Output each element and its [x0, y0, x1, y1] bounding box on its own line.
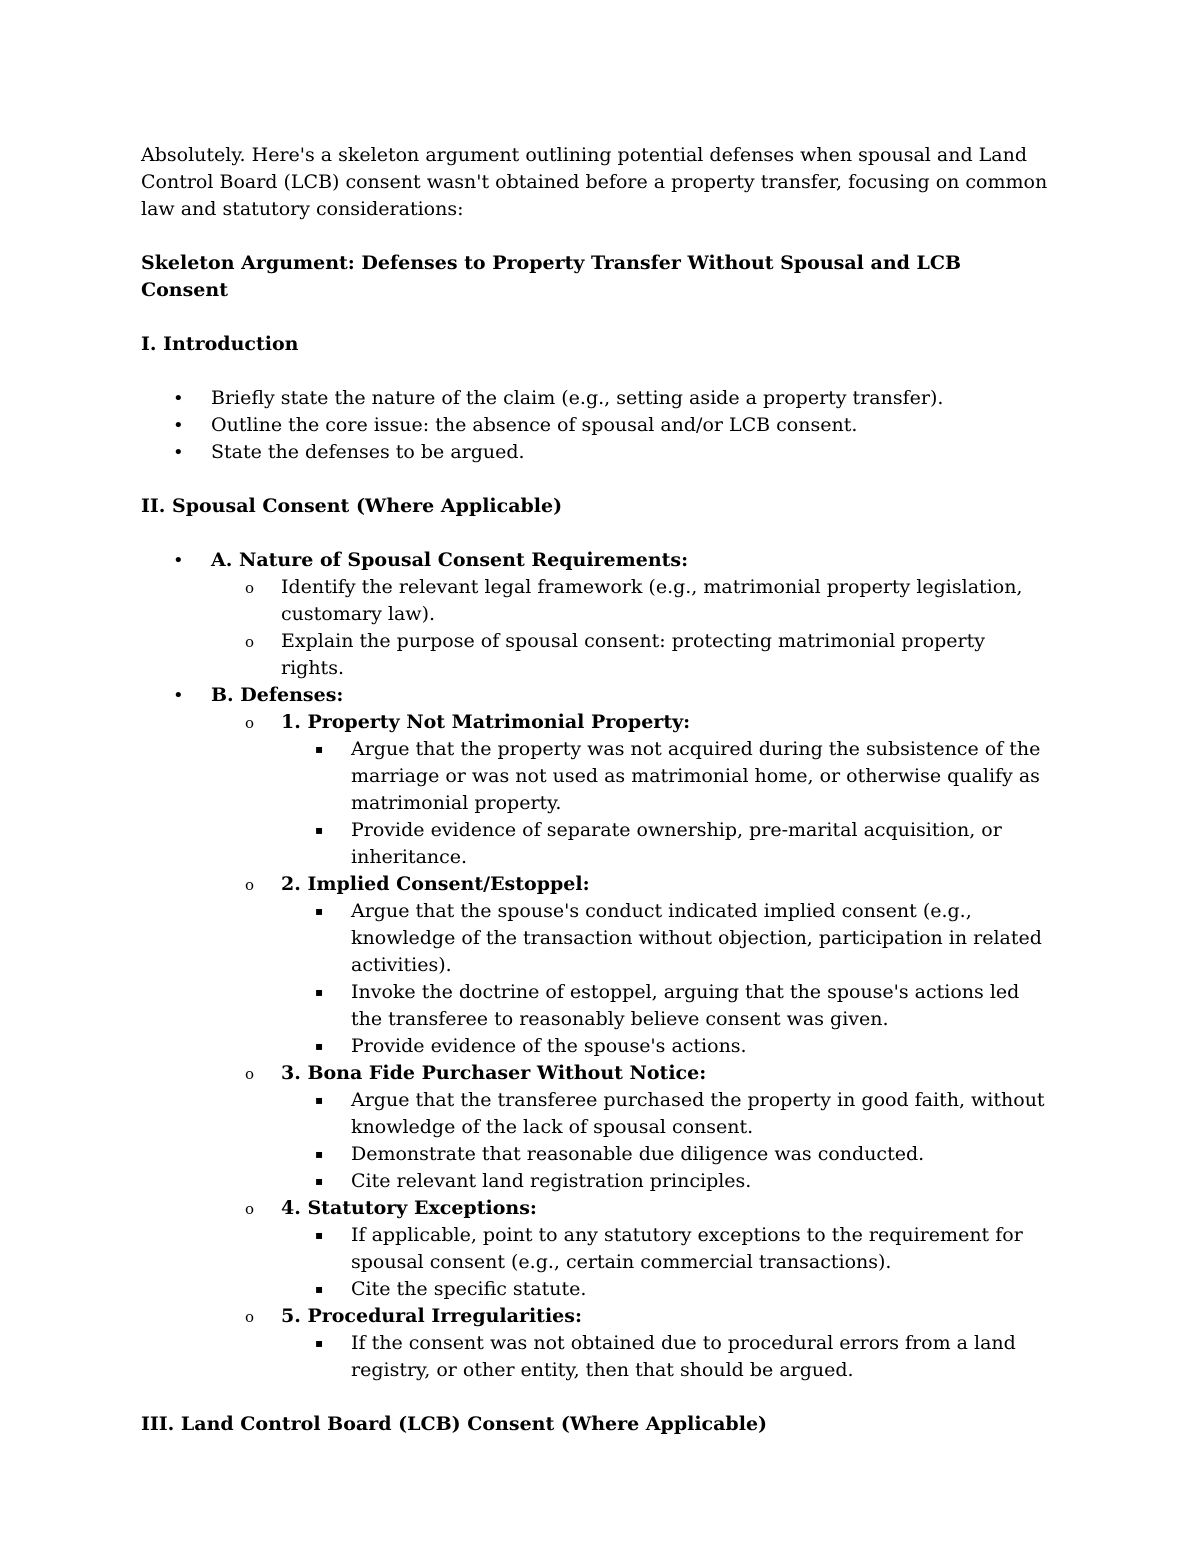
square-marker: ▪	[315, 1039, 324, 1053]
list-item-text: State the defenses to be argued.	[211, 441, 525, 463]
section-heading-lcb-consent: III. Land Control Board (LCB) Consent (Where Applicable)	[141, 1413, 768, 1435]
list-item-nature	[141, 547, 1051, 682]
list-item	[281, 979, 1051, 1033]
list-item	[141, 412, 1051, 439]
defense-item	[211, 1195, 1051, 1303]
list-item-text: Argue that the property was not acquired during the subsistence of the marriage or was not used as matrimonial home, or otherwise qualify as matrimonial property.	[351, 738, 1041, 814]
list-item-defenses	[141, 682, 1051, 1384]
bullet-marker: •	[173, 388, 184, 409]
defense-heading: 5. Procedural Irregularities:	[281, 1305, 582, 1327]
defenses-sublist	[211, 709, 1051, 1384]
list-item	[211, 574, 1051, 628]
list-item	[141, 385, 1051, 412]
list-item	[281, 1033, 1051, 1060]
nature-sublist	[211, 574, 1051, 682]
circle-marker: o	[245, 1065, 255, 1083]
subheading-nature: A. Nature of Spousal Consent Requirements:	[211, 549, 689, 571]
bullet-marker: •	[173, 685, 184, 706]
square-marker: ▪	[315, 1174, 324, 1188]
list-item	[281, 1222, 1051, 1276]
list-item-text: Provide evidence of the spouse's actions.	[351, 1035, 747, 1057]
introduction-bullet-list	[141, 385, 1051, 466]
square-marker: ▪	[315, 823, 324, 837]
bullet-marker: •	[173, 550, 184, 571]
defense-points	[281, 898, 1051, 1060]
list-item	[281, 736, 1051, 817]
circle-marker: o	[245, 1200, 255, 1218]
defense-points	[281, 1087, 1051, 1195]
list-item-text: Argue that the spouse's conduct indicated implied consent (e.g., knowledge of the transaction without objection, participation in related activities).	[351, 900, 1042, 976]
intro-paragraph: Absolutely. Here's a skeleton argument outlining potential defenses when spousal and Land Control Board (LCB) consent wasn't obtained before a property transfer, focusing on common law and statutory considerations:	[141, 144, 1048, 220]
list-item-text: Provide evidence of separate ownership, pre-marital acquisition, or inheritance.	[351, 819, 1002, 868]
defense-heading: 4. Statutory Exceptions:	[281, 1197, 537, 1219]
square-marker: ▪	[315, 1093, 324, 1107]
defense-item	[211, 1303, 1051, 1384]
document-title: Skeleton Argument: Defenses to Property Transfer Without Spousal and LCB Consent	[141, 252, 962, 301]
list-item	[281, 1087, 1051, 1141]
list-item-text: Argue that the transferee purchased the property in good faith, without knowledge of the lack of spousal consent.	[351, 1089, 1045, 1138]
section-heading-introduction: I. Introduction	[141, 333, 299, 355]
square-marker: ▪	[315, 904, 324, 918]
list-item-text: Outline the core issue: the absence of spousal and/or LCB consent.	[211, 414, 858, 436]
circle-marker: o	[245, 714, 255, 732]
list-item	[281, 1276, 1051, 1303]
list-item	[141, 439, 1051, 466]
list-item	[281, 898, 1051, 979]
defense-item	[211, 1060, 1051, 1195]
circle-marker: o	[245, 1308, 255, 1326]
defense-item	[211, 709, 1051, 871]
defense-points	[281, 1222, 1051, 1303]
circle-marker: o	[245, 579, 255, 597]
defense-heading: 3. Bona Fide Purchaser Without Notice:	[281, 1062, 707, 1084]
list-item-text: If applicable, point to any statutory exceptions to the requirement for spousal consent (e.g., certain commercial transactions).	[351, 1224, 1023, 1273]
list-item-text: If the consent was not obtained due to procedural errors from a land registry, or other entity, then that should be argued.	[351, 1332, 1016, 1381]
square-marker: ▪	[315, 1228, 324, 1242]
square-marker: ▪	[315, 1147, 324, 1161]
list-item	[281, 1330, 1051, 1384]
defense-heading: 1. Property Not Matrimonial Property:	[281, 711, 691, 733]
circle-marker: o	[245, 876, 255, 894]
spousal-consent-list	[141, 547, 1051, 1384]
list-item-text: Identify the relevant legal framework (e.g., matrimonial property legislation, customary law).	[281, 576, 1023, 625]
square-marker: ▪	[315, 985, 324, 999]
list-item	[281, 1141, 1051, 1168]
defense-points	[281, 1330, 1051, 1384]
list-item-text: Demonstrate that reasonable due diligence was conducted.	[351, 1143, 925, 1165]
list-item-text: Explain the purpose of spousal consent: protecting matrimonial property rights.	[281, 630, 985, 679]
bullet-marker: •	[173, 415, 184, 436]
defense-item	[211, 871, 1051, 1060]
square-marker: ▪	[315, 1282, 324, 1296]
list-item	[281, 817, 1051, 871]
list-item-text: Cite the specific statute.	[351, 1278, 587, 1300]
defense-points	[281, 736, 1051, 871]
section-heading-spousal-consent: II. Spousal Consent (Where Applicable)	[141, 495, 563, 517]
circle-marker: o	[245, 633, 255, 651]
list-item-text: Briefly state the nature of the claim (e.g., setting aside a property transfer).	[211, 387, 944, 409]
subheading-defenses: B. Defenses:	[211, 684, 344, 706]
square-marker: ▪	[315, 1336, 324, 1350]
square-marker: ▪	[315, 742, 324, 756]
bullet-marker: •	[173, 442, 184, 463]
list-item	[281, 1168, 1051, 1195]
defense-heading: 2. Implied Consent/Estoppel:	[281, 873, 590, 895]
document-body	[141, 142, 1051, 1465]
list-item	[211, 628, 1051, 682]
list-item-text: Cite relevant land registration principles.	[351, 1170, 752, 1192]
list-item-text: Invoke the doctrine of estoppel, arguing that the spouse's actions led the transferee to reasonably believe consent was given.	[351, 981, 1020, 1030]
